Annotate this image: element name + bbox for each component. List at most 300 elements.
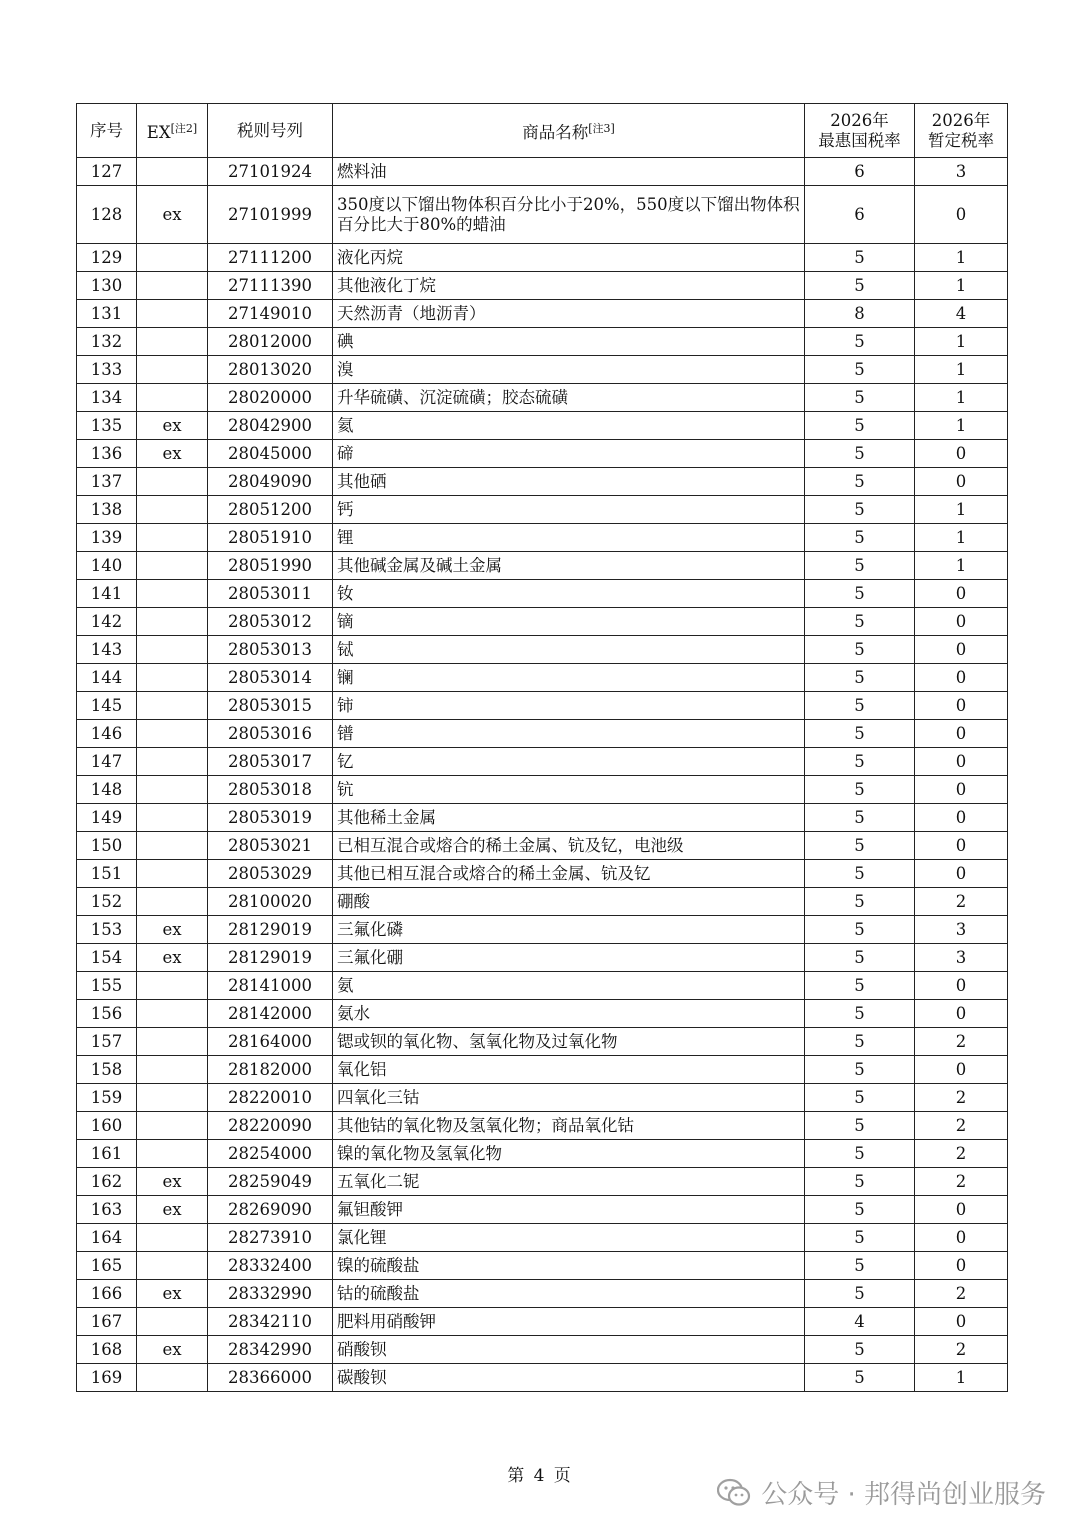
cell-name: 碲 [333,440,805,468]
cell-name: 其他碱金属及碱土金属 [333,552,805,580]
table-row [77,1364,1008,1392]
cell-ex: ex [137,1196,208,1224]
cell-code: 27149010 [208,300,333,328]
cell-provisional-rate: 1 [915,328,1008,356]
header-ex: EX[注2] [137,104,208,158]
cell-ex [137,1056,208,1084]
table-row [77,328,1008,356]
table-header-row [77,104,1008,158]
cell-ex [137,1224,208,1252]
cell-provisional-rate: 0 [915,664,1008,692]
watermark-text: 公众号 · 邦得尚创业服务 [761,1480,1046,1510]
cell-code: 28049090 [208,468,333,496]
cell-code: 28053018 [208,776,333,804]
cell-seq: 164 [77,1224,137,1252]
cell-name: 其他稀土金属 [333,804,805,832]
cell-code: 28053019 [208,804,333,832]
cell-name: 钇 [333,748,805,776]
cell-ex [137,1000,208,1028]
cell-seq: 158 [77,1056,137,1084]
cell-code: 28164000 [208,1028,333,1056]
cell-provisional-rate: 0 [915,832,1008,860]
cell-name: 钴的硫酸盐 [333,1280,805,1308]
cell-seq: 132 [77,328,137,356]
table-row [77,1000,1008,1028]
table-row [77,748,1008,776]
cell-provisional-rate: 1 [915,384,1008,412]
cell-provisional-rate: 0 [915,1252,1008,1280]
cell-provisional-rate: 0 [915,468,1008,496]
cell-ex [137,972,208,1000]
cell-provisional-rate: 0 [915,1196,1008,1224]
cell-provisional-rate: 2 [915,888,1008,916]
table-row [77,1168,1008,1196]
cell-code: 28342990 [208,1336,333,1364]
cell-name: 镝 [333,608,805,636]
cell-ex [137,692,208,720]
cell-name: 溴 [333,356,805,384]
table-row [77,636,1008,664]
cell-code: 28273910 [208,1224,333,1252]
cell-mfn-rate: 5 [805,1364,915,1392]
cell-mfn-rate: 5 [805,888,915,916]
table-row [77,972,1008,1000]
cell-mfn-rate: 5 [805,272,915,300]
cell-ex [137,636,208,664]
cell-seq: 150 [77,832,137,860]
cell-ex [137,860,208,888]
cell-seq: 145 [77,692,137,720]
cell-code: 28013020 [208,356,333,384]
wechat-icon [717,1478,751,1508]
cell-seq: 160 [77,1112,137,1140]
cell-provisional-rate: 1 [915,412,1008,440]
cell-name: 硼酸 [333,888,805,916]
cell-name: 三氟化磷 [333,916,805,944]
table-row [77,832,1008,860]
cell-provisional-rate: 2 [915,1336,1008,1364]
cell-provisional-rate: 0 [915,1056,1008,1084]
cell-code: 28259049 [208,1168,333,1196]
cell-code: 28220090 [208,1112,333,1140]
cell-ex [137,1308,208,1336]
cell-mfn-rate: 5 [805,664,915,692]
cell-seq: 130 [77,272,137,300]
cell-name: 五氧化二铌 [333,1168,805,1196]
cell-code: 28053016 [208,720,333,748]
cell-ex [137,158,208,186]
cell-name: 四氧化三钴 [333,1084,805,1112]
cell-name: 碘 [333,328,805,356]
cell-code: 28051990 [208,552,333,580]
cell-code: 28042900 [208,412,333,440]
page-number: 第 4 页 [507,1466,573,1486]
header-seq: 序号 [77,104,137,158]
table-row [77,384,1008,412]
cell-seq: 167 [77,1308,137,1336]
cell-mfn-rate: 5 [805,720,915,748]
cell-provisional-rate: 1 [915,552,1008,580]
cell-seq: 165 [77,1252,137,1280]
table-row [77,1280,1008,1308]
cell-name: 氧化铝 [333,1056,805,1084]
table-row [77,496,1008,524]
cell-seq: 136 [77,440,137,468]
cell-seq: 152 [77,888,137,916]
cell-code: 28051200 [208,496,333,524]
cell-mfn-rate: 5 [805,580,915,608]
cell-name: 液化丙烷 [333,244,805,272]
table-row [77,860,1008,888]
cell-mfn-rate: 5 [805,1056,915,1084]
table-row [77,776,1008,804]
table-row [77,1252,1008,1280]
cell-provisional-rate: 0 [915,186,1008,244]
cell-code: 28220010 [208,1084,333,1112]
cell-ex [137,468,208,496]
table-row [77,692,1008,720]
cell-code: 28182000 [208,1056,333,1084]
cell-mfn-rate: 5 [805,636,915,664]
cell-name: 天然沥青（地沥青） [333,300,805,328]
cell-code: 28051910 [208,524,333,552]
cell-ex [137,356,208,384]
cell-mfn-rate: 5 [805,552,915,580]
cell-ex [137,524,208,552]
cell-seq: 169 [77,1364,137,1392]
header-name: 商品名称[注3] [333,104,805,158]
cell-provisional-rate: 0 [915,692,1008,720]
cell-provisional-rate: 2 [915,1028,1008,1056]
cell-code: 28100020 [208,888,333,916]
cell-provisional-rate: 2 [915,1140,1008,1168]
cell-name: 其他液化丁烷 [333,272,805,300]
cell-mfn-rate: 5 [805,1196,915,1224]
table-row [77,664,1008,692]
cell-name: 铽 [333,636,805,664]
cell-name: 350度以下馏出物体积百分比小于20%，550度以下馏出物体积百分比大于80%的蜡油 [333,186,805,244]
cell-provisional-rate: 2 [915,1084,1008,1112]
cell-code: 27111390 [208,272,333,300]
cell-ex [137,384,208,412]
cell-mfn-rate: 5 [805,916,915,944]
cell-code: 28053011 [208,580,333,608]
cell-seq: 139 [77,524,137,552]
cell-mfn-rate: 4 [805,1308,915,1336]
cell-provisional-rate: 0 [915,748,1008,776]
cell-seq: 138 [77,496,137,524]
cell-provisional-rate: 3 [915,916,1008,944]
cell-ex [137,272,208,300]
cell-ex [137,664,208,692]
cell-ex: ex [137,944,208,972]
cell-mfn-rate: 5 [805,356,915,384]
cell-name: 肥料用硝酸钾 [333,1308,805,1336]
cell-code: 28053017 [208,748,333,776]
cell-code: 28045000 [208,440,333,468]
cell-ex [137,888,208,916]
cell-mfn-rate: 5 [805,776,915,804]
table-row [77,1028,1008,1056]
table-row [77,1196,1008,1224]
cell-code: 28020000 [208,384,333,412]
cell-provisional-rate: 1 [915,272,1008,300]
cell-ex [137,244,208,272]
cell-code: 28332400 [208,1252,333,1280]
cell-mfn-rate: 8 [805,300,915,328]
cell-mfn-rate: 5 [805,860,915,888]
cell-name: 燃料油 [333,158,805,186]
cell-mfn-rate: 5 [805,524,915,552]
cell-provisional-rate: 4 [915,300,1008,328]
cell-name: 氟钽酸钾 [333,1196,805,1224]
cell-name: 其他钴的氧化物及氢氧化物；商品氧化钴 [333,1112,805,1140]
cell-code: 28269090 [208,1196,333,1224]
table-row [77,1308,1008,1336]
cell-provisional-rate: 0 [915,608,1008,636]
cell-seq: 146 [77,720,137,748]
cell-code: 28053013 [208,636,333,664]
cell-ex: ex [137,1336,208,1364]
cell-seq: 135 [77,412,137,440]
table-row [77,524,1008,552]
cell-provisional-rate: 0 [915,860,1008,888]
cell-seq: 143 [77,636,137,664]
cell-code: 28332990 [208,1280,333,1308]
cell-provisional-rate: 0 [915,1308,1008,1336]
cell-ex [137,1140,208,1168]
cell-mfn-rate: 5 [805,1112,915,1140]
cell-provisional-rate: 0 [915,636,1008,664]
cell-mfn-rate: 5 [805,384,915,412]
tariff-table [76,103,1008,1392]
cell-seq: 128 [77,186,137,244]
table-body [77,158,1008,1392]
header-name-note: [注3] [588,121,615,135]
cell-seq: 148 [77,776,137,804]
cell-name: 碳酸钡 [333,1364,805,1392]
cell-ex: ex [137,186,208,244]
cell-name: 镧 [333,664,805,692]
cell-mfn-rate: 5 [805,496,915,524]
cell-ex [137,300,208,328]
cell-code: 28129019 [208,944,333,972]
cell-seq: 137 [77,468,137,496]
cell-ex [137,832,208,860]
cell-code: 27101999 [208,186,333,244]
cell-provisional-rate: 1 [915,496,1008,524]
cell-seq: 129 [77,244,137,272]
cell-mfn-rate: 5 [805,328,915,356]
cell-mfn-rate: 5 [805,608,915,636]
cell-provisional-rate: 0 [915,440,1008,468]
table-row [77,1112,1008,1140]
cell-mfn-rate: 5 [805,1168,915,1196]
cell-provisional-rate: 2 [915,1280,1008,1308]
table-row [77,1336,1008,1364]
cell-mfn-rate: 6 [805,186,915,244]
table-row [77,580,1008,608]
cell-name: 升华硫磺、沉淀硫磺；胶态硫磺 [333,384,805,412]
cell-code: 28366000 [208,1364,333,1392]
cell-ex: ex [137,1168,208,1196]
cell-seq: 168 [77,1336,137,1364]
cell-code: 28012000 [208,328,333,356]
cell-code: 28142000 [208,1000,333,1028]
cell-code: 28053021 [208,832,333,860]
table-row [77,1140,1008,1168]
cell-seq: 161 [77,1140,137,1168]
cell-seq: 144 [77,664,137,692]
cell-code: 27101924 [208,158,333,186]
table-row [77,888,1008,916]
cell-seq: 127 [77,158,137,186]
header-provisional: 2026年 暂定税率 [915,104,1008,158]
cell-provisional-rate: 0 [915,972,1008,1000]
cell-code: 28141000 [208,972,333,1000]
cell-seq: 157 [77,1028,137,1056]
cell-name: 钕 [333,580,805,608]
table-row [77,552,1008,580]
cell-name: 锶或钡的氧化物、氢氧化物及过氧化物 [333,1028,805,1056]
cell-mfn-rate: 5 [805,972,915,1000]
cell-seq: 159 [77,1084,137,1112]
watermark [717,1474,1046,1511]
table-row [77,300,1008,328]
cell-ex [137,328,208,356]
cell-mfn-rate: 5 [805,244,915,272]
table-row [77,916,1008,944]
cell-ex [137,1028,208,1056]
cell-seq: 156 [77,1000,137,1028]
cell-provisional-rate: 0 [915,1000,1008,1028]
cell-mfn-rate: 5 [805,1140,915,1168]
table-row [77,1224,1008,1252]
cell-name: 氯化锂 [333,1224,805,1252]
cell-seq: 142 [77,608,137,636]
cell-ex: ex [137,1280,208,1308]
table-row [77,356,1008,384]
cell-name: 锂 [333,524,805,552]
cell-mfn-rate: 5 [805,1336,915,1364]
cell-mfn-rate: 5 [805,1280,915,1308]
cell-seq: 153 [77,916,137,944]
cell-mfn-rate: 5 [805,1000,915,1028]
cell-ex [137,1112,208,1140]
cell-name: 氨水 [333,1000,805,1028]
cell-name: 已相互混合或熔合的稀土金属、钪及钇，电池级 [333,832,805,860]
cell-mfn-rate: 5 [805,1084,915,1112]
cell-ex [137,1252,208,1280]
cell-name: 硝酸钡 [333,1336,805,1364]
cell-seq: 134 [77,384,137,412]
cell-name: 氦 [333,412,805,440]
cell-ex [137,776,208,804]
table-row [77,158,1008,186]
header-ex-note: [注2] [170,121,198,135]
cell-seq: 140 [77,552,137,580]
cell-mfn-rate: 5 [805,468,915,496]
cell-seq: 133 [77,356,137,384]
cell-code: 28129019 [208,916,333,944]
cell-ex [137,1084,208,1112]
cell-ex [137,608,208,636]
cell-name: 钪 [333,776,805,804]
cell-name: 钙 [333,496,805,524]
header-mfn: 2026年 最惠国税率 [805,104,915,158]
cell-name: 铈 [333,692,805,720]
cell-mfn-rate: 5 [805,1028,915,1056]
cell-ex [137,748,208,776]
cell-seq: 149 [77,804,137,832]
table-row [77,720,1008,748]
cell-code: 28053012 [208,608,333,636]
cell-seq: 151 [77,860,137,888]
header-code: 税则号列 [208,104,333,158]
cell-code: 28053014 [208,664,333,692]
cell-provisional-rate: 0 [915,804,1008,832]
table-row [77,412,1008,440]
cell-name: 其他已相互混合或熔合的稀土金属、钪及钇 [333,860,805,888]
cell-provisional-rate: 1 [915,524,1008,552]
cell-seq: 163 [77,1196,137,1224]
cell-seq: 131 [77,300,137,328]
cell-mfn-rate: 6 [805,158,915,186]
table-row [77,186,1008,244]
cell-name: 镨 [333,720,805,748]
cell-provisional-rate: 1 [915,356,1008,384]
cell-provisional-rate: 1 [915,244,1008,272]
cell-mfn-rate: 5 [805,804,915,832]
cell-ex [137,1364,208,1392]
table-row [77,608,1008,636]
cell-provisional-rate: 0 [915,580,1008,608]
cell-mfn-rate: 5 [805,832,915,860]
cell-code: 28053029 [208,860,333,888]
cell-provisional-rate: 0 [915,720,1008,748]
cell-mfn-rate: 5 [805,1252,915,1280]
cell-name: 三氟化硼 [333,944,805,972]
cell-ex: ex [137,916,208,944]
table-row [77,272,1008,300]
cell-seq: 154 [77,944,137,972]
table-row [77,1084,1008,1112]
cell-provisional-rate: 0 [915,776,1008,804]
table-row [77,468,1008,496]
cell-mfn-rate: 5 [805,748,915,776]
cell-code: 28254000 [208,1140,333,1168]
cell-mfn-rate: 5 [805,944,915,972]
cell-provisional-rate: 2 [915,1112,1008,1140]
cell-mfn-rate: 5 [805,412,915,440]
cell-seq: 141 [77,580,137,608]
table-row [77,804,1008,832]
cell-code: 28053015 [208,692,333,720]
table-row [77,1056,1008,1084]
cell-provisional-rate: 3 [915,158,1008,186]
cell-mfn-rate: 5 [805,440,915,468]
cell-provisional-rate: 0 [915,1224,1008,1252]
table-row [77,440,1008,468]
cell-seq: 162 [77,1168,137,1196]
cell-code: 27111200 [208,244,333,272]
cell-ex [137,580,208,608]
cell-name: 氨 [333,972,805,1000]
cell-ex [137,552,208,580]
cell-name: 镍的硫酸盐 [333,1252,805,1280]
cell-ex [137,804,208,832]
cell-mfn-rate: 5 [805,1224,915,1252]
